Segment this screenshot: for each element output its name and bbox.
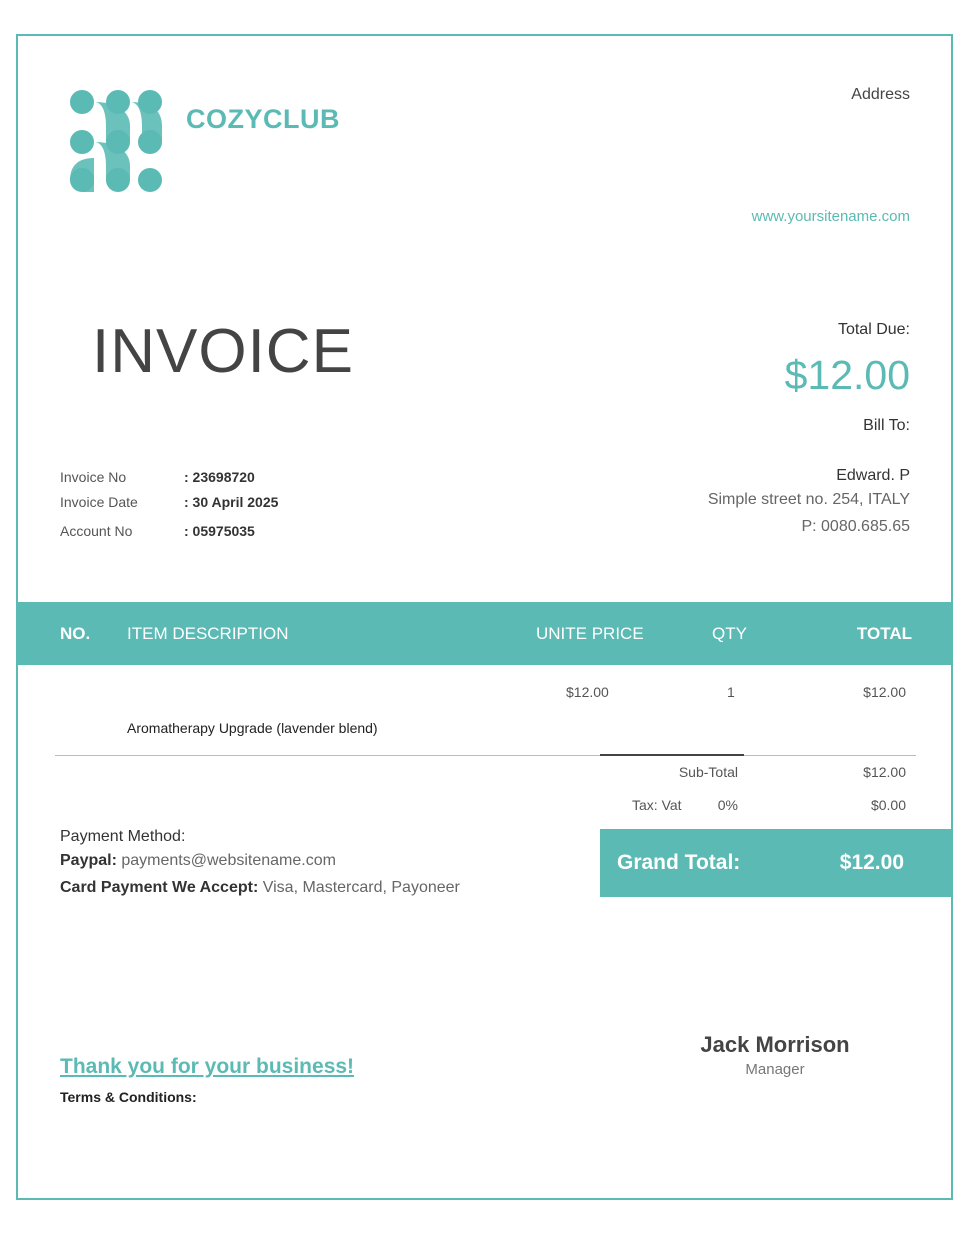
invoice-no-value: : 23698720 (184, 469, 255, 485)
paypal-value: payments@websitename.com (121, 852, 336, 869)
bill-to-address: Simple street no. 254, ITALY (707, 491, 910, 508)
brand-name: COZYCLUB (186, 104, 340, 134)
row-description: Aromatherapy Upgrade (lavender blend) (127, 720, 378, 736)
row-total: $12.00 (863, 684, 906, 700)
page-title: INVOICE (92, 317, 354, 386)
card-label: Card Payment We Accept: (60, 879, 259, 896)
terms-label: Terms & Conditions: (60, 1089, 197, 1105)
header-qty: QTY (712, 624, 747, 643)
header-no: NO. (60, 624, 91, 643)
card-line (60, 879, 460, 897)
bill-to-name: Edward. P (836, 467, 910, 484)
bill-to-label: Bill To: (863, 417, 910, 434)
subtotal-label: Sub-Total (678, 764, 738, 780)
tax-value: $0.00 (870, 797, 906, 813)
website-link[interactable]: www.yoursitename.com (751, 208, 910, 225)
paypal-line (60, 852, 336, 870)
subtotal-value: $12.00 (863, 764, 906, 780)
signer-name: Jack Morrison (700, 1032, 850, 1057)
grand-total-value: $12.00 (839, 851, 904, 874)
header-description: ITEM DESCRIPTION (127, 624, 289, 643)
total-due-value: $12.00 (784, 352, 910, 398)
address-label: Address (851, 86, 910, 103)
totals-divider (600, 754, 744, 756)
row-unit-price: $12.00 (566, 684, 609, 700)
paypal-label: Paypal: (60, 852, 117, 869)
bill-to-phone: P: 0080.685.65 (801, 518, 910, 535)
card-value: Visa, Mastercard, Payoneer (262, 879, 460, 896)
total-due-label: Total Due: (837, 321, 910, 338)
invoice-date-label: Invoice Date (60, 494, 138, 510)
grand-total-label: Grand Total: (617, 851, 741, 874)
signer-role: Manager (745, 1061, 805, 1078)
dot-grid-logo-icon (68, 86, 168, 196)
header-unit-price: UNITE PRICE (536, 624, 644, 643)
items-table-header (18, 602, 952, 665)
payment-method-label: Payment Method: (60, 828, 186, 845)
header-total: TOTAL (856, 624, 912, 643)
row-qty: 1 (727, 684, 735, 700)
invoice-date-value: : 30 April 2025 (184, 494, 279, 510)
thanks-link[interactable]: Thank you for your business! (60, 1055, 355, 1078)
tax-label: Tax: Vat (632, 797, 682, 813)
invoice-no-label: Invoice No (60, 469, 127, 485)
account-no-value: : 05975035 (184, 523, 255, 539)
grand-total-box (600, 829, 952, 897)
tax-rate: 0% (717, 797, 738, 813)
divider (55, 755, 916, 756)
account-no-label: Account No (60, 523, 133, 539)
